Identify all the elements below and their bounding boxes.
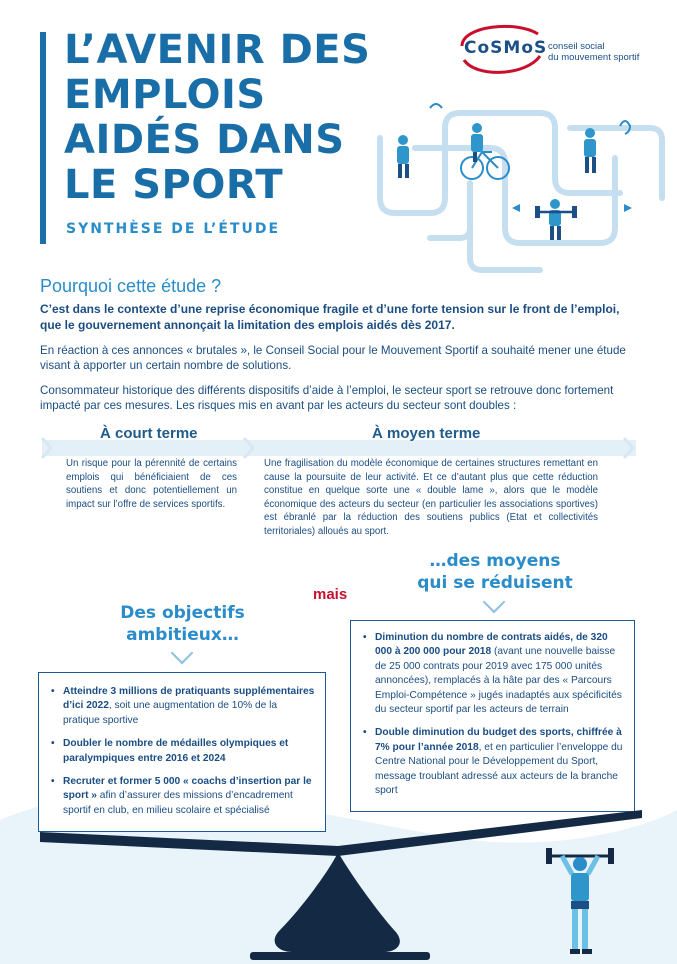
means-heading — [400, 550, 590, 594]
objectives-heading-line: ambitieux… — [126, 625, 239, 645]
objectives-heading-line: Des objectifs — [120, 603, 245, 623]
title-line: L’AVENIR DES — [64, 27, 371, 73]
medium-term-title: À moyen terme — [372, 425, 481, 442]
short-term-title: À court terme — [100, 425, 198, 442]
short-term-text: Un risque pour la pérennité de certains emplois qui bénéficiaient de ces soutiens et donc potentiellement un impact sur l’offre de services sportifs. — [66, 458, 237, 510]
means-item-bold: Double diminution du budget des sports, chiffrée à 7% pour l’année 2018 — [375, 727, 622, 753]
objective-item-rest: , soit une augmentation de 10% de la pratique sportive — [63, 700, 278, 726]
logo-tagline-line: conseil social — [548, 41, 605, 52]
objective-item — [49, 685, 315, 728]
objectives-list — [49, 685, 315, 818]
means-heading-line: qui se réduisent — [417, 573, 573, 593]
means-item-bold: Diminution du nombre de contrats aidés, de 320 000 à 200 000 pour 2018 — [375, 632, 608, 658]
means-item-rest: , et en particulier l’enveloppe du Centre National pour le Développement du Sport, message troublant adressé aux acteurs de la branche sport — [375, 741, 623, 797]
logo-wordmark: CoSMoS — [464, 38, 548, 58]
impact-paragraph: Consommateur historique des différents dispositifs d’aide à l’emploi, le secteur sport se retrouve donc fortement impacté par ces mesures. Les risques mis en avant par les acteurs du secteur sont doubles : — [40, 384, 614, 412]
objective-item-rest: afin d’assurer des missions d’encadrement sportif en club, en milieu scolaire et spécialisé — [63, 790, 293, 816]
medium-term-text: Une fragilisation du modèle économique de certaines structures remettant en cause la poursuite de leur activité. Et ce d’autant plus que cette réduction constitue en quelque sorte une « double lame », alors que le modèle économique des acteurs du secteur (en particulier les associations sportives) est ébranlé par la réduction des soutiens publics (Etat et collectivités territoriales) alloués au sport. — [264, 458, 598, 537]
reaction-paragraph: En réaction à ces annonces « brutales », le Conseil Social pour le Mouvement Sportif a souhaité mener une étude visant à apporter un certain nombre de solutions. — [40, 344, 626, 372]
logo-tagline — [548, 41, 658, 63]
means-item — [361, 726, 624, 798]
intro-paragraph: C’est dans le contexte d’une reprise économique fragile et d’une forte tension sur le front de l’emploi, que le gouvernement annonçait la limitation des emplois aidés dès 2017. — [40, 302, 620, 332]
page-subtitle: SYNTHÈSE DE L’ÉTUDE — [66, 221, 281, 237]
means-heading-line: …des moyens — [429, 551, 561, 571]
objective-item-bold: Recruter et former 5 000 « coachs d’insertion par le sport » — [63, 776, 312, 802]
means-item-rest: (avant une nouvelle baisse de 25 000 contrats pour 2019 avec 175 000 unités annoncées), remplacés à la hâte par des « Parcours Emploi-Compétence » jugés inadaptés aux spécificités du secteur sportif par les acteurs de terrain — [375, 646, 622, 716]
section-heading-why: Pourquoi cette étude ? — [40, 276, 222, 296]
title-accent-bar — [40, 32, 46, 244]
title-line: AIDÉS DANS — [64, 117, 345, 163]
objective-item-bold: Doubler le nombre de médailles olympiques et paralympiques entre 2016 et 2024 — [63, 738, 289, 764]
page-title — [64, 28, 394, 208]
means-list — [361, 631, 624, 798]
means-box — [350, 620, 635, 812]
means-item — [361, 631, 624, 717]
title-line: EMPLOIS — [64, 72, 266, 118]
connector-mais: mais — [313, 586, 348, 603]
objectives-heading — [100, 602, 265, 646]
objective-item-bold: Atteindre 3 millions de pratiquants supplémentaires d’ici 2022 — [63, 686, 315, 712]
header-illustration — [370, 88, 670, 273]
title-line: LE SPORT — [64, 162, 284, 208]
logo-tagline-line: du mouvement sportif — [548, 52, 640, 63]
objective-item — [49, 737, 315, 766]
weightlifter-figure — [540, 842, 620, 964]
